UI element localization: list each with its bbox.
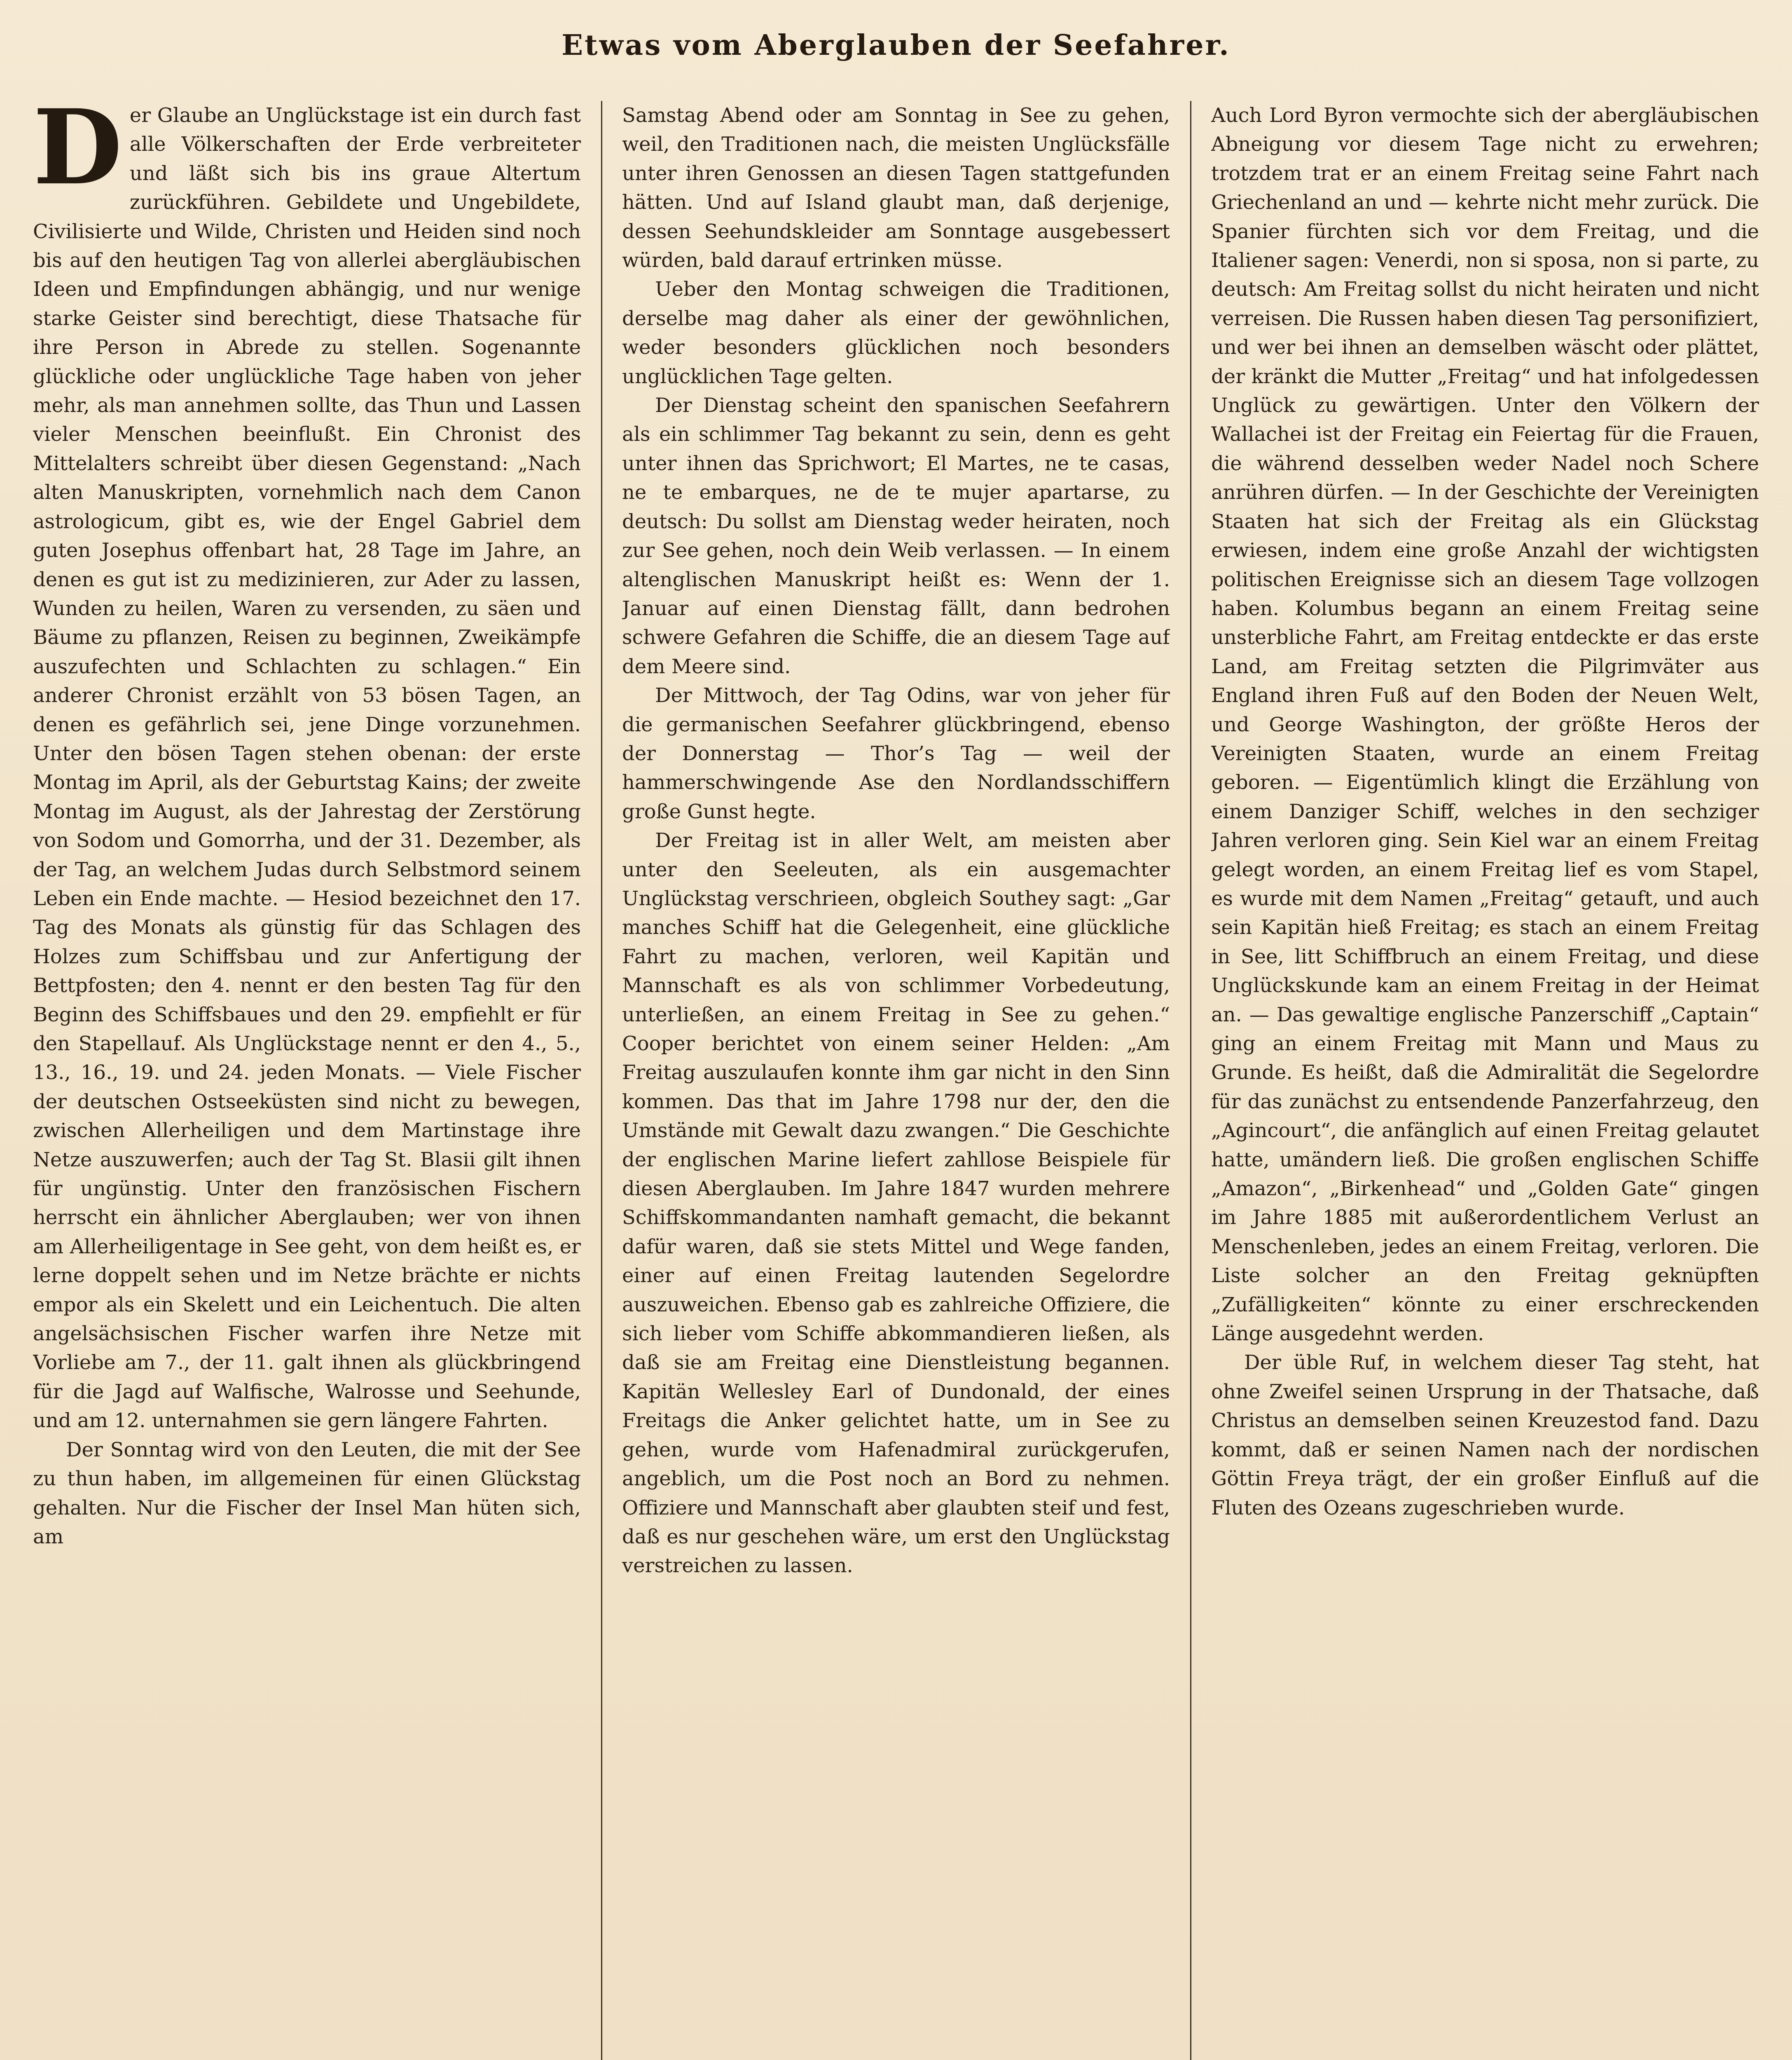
drop-cap: D (33, 101, 122, 208)
paragraph: Der üble Ruf, in welchem dieser Tag steht, hat ohne Zweifel seinen Ursprung in der Thatsache, daß Christus an demselben seinen Kreuzestod fand. Dazu kommt, daß er seinen Namen nach der nordischen Göttin Freya trägt, der ein großer Einfluß auf die Fluten des Ozeans zugeschrieben wurde. (1211, 1351, 1759, 1519)
paragraph: Der Sonntag wird von den Leuten, die mit der See zu thun haben, im allgemeinen für einen Glückstag gehalten. Nur die Fischer der Insel Man hüten sich, am (33, 1438, 581, 1548)
column-2 (622, 101, 1170, 2060)
paragraph: Der Dienstag scheint den spanischen Seefahrern als ein schlimmer Tag bekannt zu sein, denn es geht unter ihnen das Sprichwort; El Martes, ne te casas, ne te embarques, ne de te mujer apartarse, zu deutsch: Du sollst am Dienstag weder heiraten, noch zur See gehen, noch dein Weib verlassen. — In einem altenglischen Manuskript heißt es: Wenn der 1. Januar auf einen Dienstag fällt, dann bedrohen schwere Gefahren die Schiffe, die an diesem Tage auf dem Meere sind. (622, 394, 1170, 678)
column-1 (33, 101, 581, 2060)
column-rule (1190, 101, 1191, 2060)
paragraph: Auch Lord Byron vermochte sich der abergläubischen Abneigung vor diesem Tage nicht zu erwehren; trotzdem trat er an einem Freitag seine Fahrt nach Griechenland an und — kehrte nicht mehr zurück. Die Spanier fürchten sich vor dem Freitag, und die Italiener sagen: Venerdi, non si sposa, non si parte, zu deutsch: Am Freitag sollst du nicht heiraten und nicht verreisen. Die Russen haben diesen Tag personifiziert, und wer bei ihnen an demselben wäscht oder plättet, der kränkt die Mutter „Freitag“ und hat infolgedessen Unglück zu gewärtigen. Unter den Völkern der Wallachei ist der Freitag ein Feiertag für die Frauen, die während desselben weder Nadel noch Schere anrühren dürfen. — In der Geschichte der Vereinigten Staaten hat sich der Freitag als ein Glückstag erwiesen, indem eine große Anzahl der wichtigsten politischen Ereignisse sich an diesem Tage vollzogen haben. Kolumbus begann an einem Freitag seine unsterbliche Fahrt, am Freitag entdeckte er das erste Land, am Freitag setzten die Pilgrimväter aus England ihren Fuß auf den Boden der Neuen Welt, und George Washington, der größte Heros der Vereinigten Staaten, wurde an einem Freitag geboren. — Eigentümlich klingt die Erzählung von einem Danziger Schiff, welches in den sechziger Jahren verloren ging. Sein Kiel war an einem Freitag gelegt worden, an einem Freitag lief es vom Stapel, es wurde mit dem Namen „Freitag“ getauft, und auch sein Kapitän hieß Freitag; es stach an einem Freitag in See, litt Schiffbruch an einem Freitag, und diese Unglückskunde kam an einem Freitag in der Heimat an. — Das gewaltige englische Panzerschiff „Captain“ ging an einem Freitag mit Mann und Maus zu Grunde. Es heißt, daß die Admiralität die Segelordre für das zunächst zu entsendende Panzerfahrzeug, den „Agincourt“, die anfänglich auf einen Freitag gelautet hatte, umändern ließ. Die großen englischen Schiffe „Amazon“, „Birkenhead“ und „Golden Gate“ gingen im Jahre 1885 mit außerordentlichem Verlust an Menschenleben, jedes an einem Freitag, verloren. Die Liste solcher an den Freitag geknüpften „Zufälligkeiten“ könnte zu einer erschreckenden Länge ausgedehnt werden. (1211, 104, 1759, 1346)
article-title: Etwas vom Aberglauben der Seefahrer. (561, 29, 1231, 62)
column-3 (1211, 101, 1759, 2060)
paragraph (33, 101, 581, 1435)
paragraph: Samstag Abend oder am Sonntag in See zu gehen, weil, den Traditionen nach, die meisten Unglücksfälle unter ihren Genossen an diesen Tagen stattgefunden hätten. Und auf Island glaubt man, daß derjenige, dessen Seehundskleider am Sonntage ausgebessert würden, bald darauf ertrinken müsse. (622, 104, 1170, 272)
paragraph-text: er Glaube an Unglückstage ist ein durch fast alle Völkerschaften der Erde verbreiteter und läßt sich bis ins graue Altertum zurückführen. Gebildete und Ungebildete, Civilisierte und Wilde, Christen und Heiden sind noch bis auf den heutigen Tag von allerlei abergläubischen Ideen und Empfindungen abhängig, und nur wenige starke Geister sind berechtigt, diese Thatsache für ihre Person in Abrede zu stellen. Sogenannte glückliche oder unglückliche Tage haben von jeher mehr, als man annehmen sollte, das Thun und Lassen vieler Menschen beeinflußt. Ein Chronist des Mittelalters schreibt über diesen Gegenstand: „Nach alten Manuskripten, vornehmlich nach dem Canon astrologicum, gibt es, wie der Engel Gabriel dem guten Josephus offenbart hat, 28 Tage im Jahre, an denen es gut ist zu medizinieren, zur Ader zu lassen, Wunden zu heilen, Waren zu versenden, zu säen und Bäume zu pflanzen, Reisen zu beginnen, Zweikämpfe auszufechten und Schlachten zu schlagen.“ Ein anderer Chronist erzählt von 53 bösen Tagen, an denen es gefährlich sei, jene Dinge vorzunehmen. Unter den bösen Tagen stehen obenan: der erste Montag im April, als der Geburtstag Kains; der zweite Montag im August, als der Jahrestag der Zerstörung von Sodom und Gomorrha, und der 31. Dezember, als der Tag, an welchem Judas durch Selbstmord seinem Leben ein Ende machte. — Hesiod bezeichnet den 17. Tag des Monats als günstig für das Schlagen des Holzes zum Schiffsbau und zur Anfertigung der Bettpfosten; den 4. nennt er den besten Tag für den Beginn des Schiffsbaues und den 29. empfiehlt er für den Stapellauf. Als Unglückstage nennt er den 4., 5., 13., 16., 19. und 24. jeden Monats. — Viele Fischer der deutschen Ostseeküsten sind nicht zu bewegen, zwischen Allerheiligen und dem Martinstage ihre Netze auszuwerfen; auch der Tag St. Blasii gilt ihnen für ungünstig. Unter den französischen Fischern herrscht ein ähnlicher Aberglauben; wer von ihnen am Allerheiligentage in See geht, von dem heißt es, er lerne doppelt sehen und im Netze brächte er nichts empor als ein Skelett und ein Leichentuch. Die alten angelsächsischen Fischer warfen ihre Netze mit Vorliebe am 7., der 11. galt ihnen als glückbringend für die Jagd auf Walfische, Walrosse und Seehunde, und am 12. unternahmen sie gern längere Fahrten. (33, 104, 581, 1433)
text-columns (33, 101, 1759, 2060)
paragraph: Ueber den Montag schweigen die Traditionen, derselbe mag daher als einer der gewöhnlichen, weder besonders glücklichen noch besonders unglücklichen Tage gelten. (622, 278, 1170, 388)
column-rule (601, 101, 602, 2060)
paragraph: Der Mittwoch, der Tag Odins, war von jeher für die germanischen Seefahrer glückbringend, ebenso der Donnerstag — Thor’s Tag — weil der hammerschwingende Ase den Nordlandsschiffern große Gunst hegte. (622, 684, 1170, 823)
paragraph: Der Freitag ist in aller Welt, am meisten aber unter den Seeleuten, als ein ausgemachter Unglückstag verschrieen, obgleich Southey sagt: „Gar manches Schiff hat die Gelegenheit, eine glückliche Fahrt zu machen, verloren, weil Kapitän und Mannschaft es als von schlimmer Vorbedeutung, unterließen, an einem Freitag in See zu gehen.“ Cooper berichtet von einem seiner Helden: „Am Freitag auszulaufen konnte ihm gar nicht in den Sinn kommen. Das that im Jahre 1798 nur der, den die Umstände mit Gewalt dazu zwangen.“ Die Geschichte der englischen Marine liefert zahllose Beispiele für diesen Aberglauben. Im Jahre 1847 wurden mehrere Schiffskommandanten namhaft gemacht, die bekannt dafür waren, daß sie stets Mittel und Wege fanden, einer auf einen Freitag lautenden Segelordre auszuweichen. Ebenso gab es zahlreiche Offiziere, die sich lieber vom Schiffe abkommandieren ließen, als daß sie am Freitag eine Dienstleistung begannen. Kapitän Wellesley Earl of Dundonald, der eines Freitags die Anker gelichtet hatte, um in See zu gehen, wurde vom Hafenadmiral zurückgerufen, angeblich, um die Post noch an Bord zu nehmen. Offiziere und Mannschaft aber glaubten steif und fest, daß es nur geschehen wäre, um erst den Unglückstag verstreichen zu lassen. (622, 829, 1170, 1578)
